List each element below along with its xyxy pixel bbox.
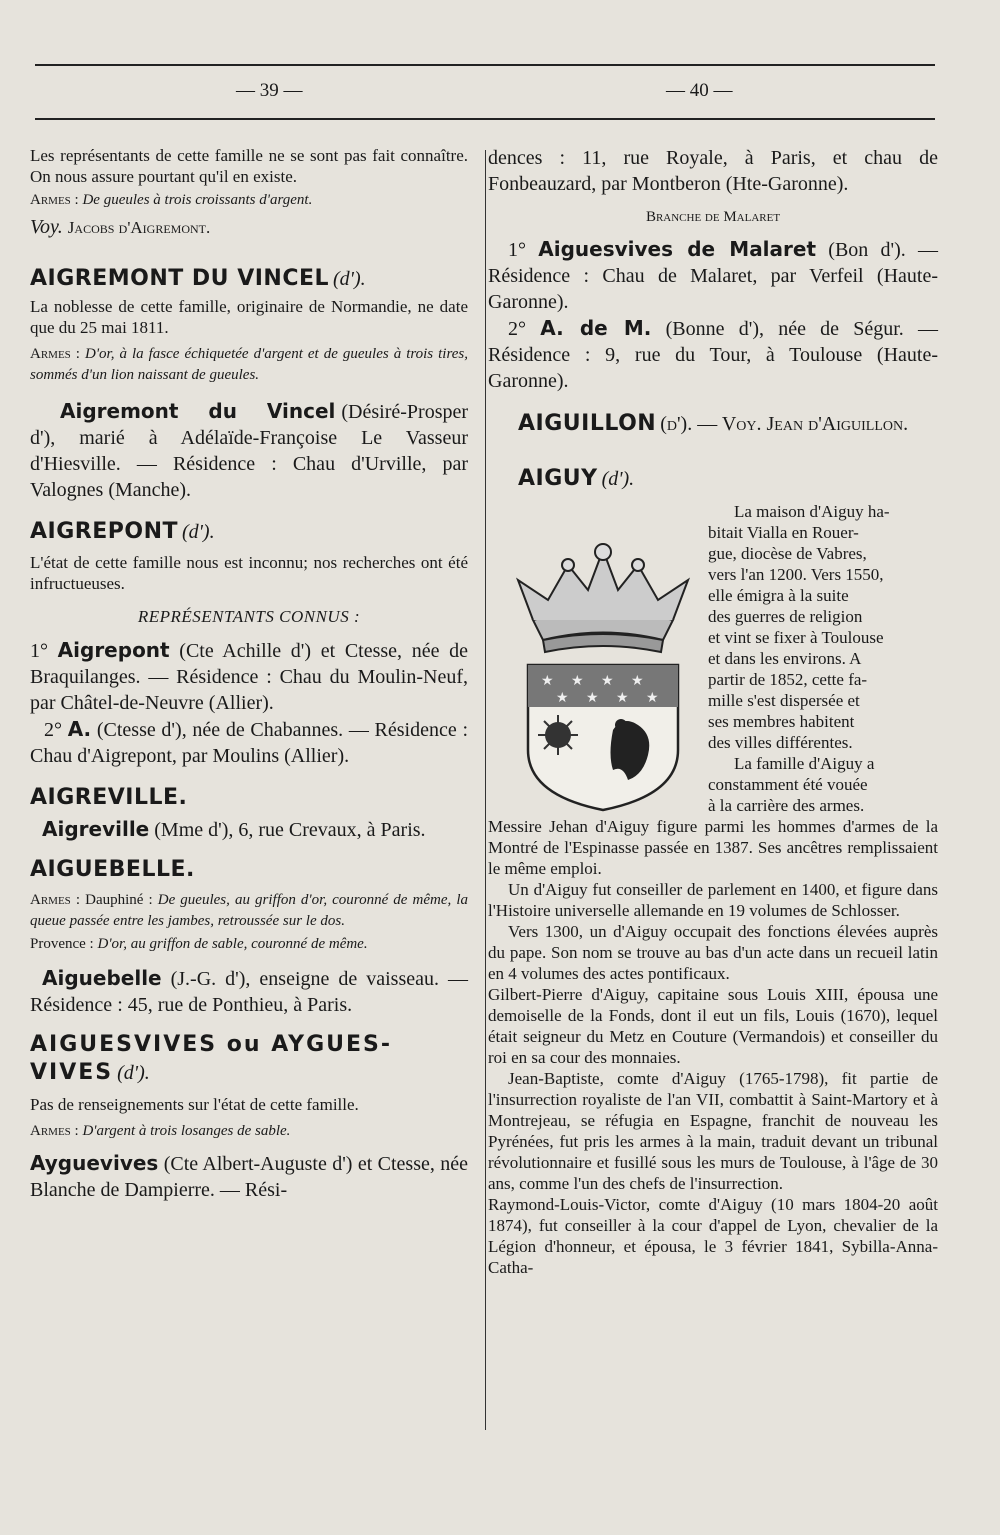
entry-heading <box>488 412 938 438</box>
entry-heading <box>30 266 468 291</box>
person-entry <box>30 816 468 843</box>
aiguy-text-line: mille s'est dispersée et <box>708 691 860 710</box>
arms-entry <box>30 1121 468 1142</box>
aiguy-text-line: La maison d'Aiguy ha- <box>734 502 890 521</box>
arms-text: De gueules, au griffon d'or, couronné de même, la queue passée entre les jambes, retroussée sur le dos. <box>30 892 469 929</box>
arms-label: Armes : <box>30 892 81 908</box>
entry-heading <box>30 785 468 810</box>
aiguy-text-line: partir de 1852, cette fa- <box>708 670 868 689</box>
person-details: (Cte Albert-Auguste d') et Ctesse, née Blanche de Dampierre. — Rési- <box>30 1153 468 1201</box>
person-details: (J.-G. d'), enseigne de vaisseau. — Résidence : 45, rue de Ponthieu, à Paris. <box>30 968 468 1016</box>
svg-text:★: ★ <box>571 673 584 689</box>
aiguy-text-line: constamment été vouée <box>708 775 868 794</box>
aiguy-text-line: des guerres de religion <box>708 607 863 626</box>
person-name: Aigreville <box>42 817 150 841</box>
coat-of-arms-icon <box>513 540 693 815</box>
entry-heading <box>30 519 468 544</box>
heading-suffix: (d'). <box>333 268 366 290</box>
person-entry <box>30 716 468 769</box>
heading-title: AIGUESVIVES ou AYGUES-VIVES <box>30 1032 392 1085</box>
entry-number: 2° <box>508 318 526 340</box>
person-details: (Bonne d'), née de Ségur. — Résidence : 9, rue du Tour, à Toulouse (Haute-Garonne). <box>488 318 939 392</box>
person-name: Aigrepont <box>57 638 170 662</box>
branch-label: Branche de Malaret <box>645 209 781 225</box>
paragraph: Pas de renseignements sur l'état de cette famille. <box>30 1095 359 1114</box>
page-number-right: — 40 — <box>666 80 733 101</box>
person-entry <box>30 1150 468 1203</box>
person-entry <box>30 965 468 1018</box>
aiguy-text-line: La famille d'Aiguy a <box>734 754 875 773</box>
person-entry <box>30 398 468 503</box>
entry-number: 2° <box>44 719 62 741</box>
person-entry <box>488 315 938 394</box>
heading-suffix: (d'). <box>181 521 215 543</box>
paragraph: Jean-Baptiste, comte d'Aiguy (1765-1798), fit partie de l'insurrection royaliste de l'an VII, combattit à Saint-Martory et à Montrejeau, se réfugia en Espagne, franchit de nouveau les Pyrénées, fut pris les armes à la main, traduit devant un tribunal révolutionnaire et fusillé sous les murs de Toulouse, à l'âge de 30 ans, comme l'un des chefs de l'insurrection. <box>488 1069 938 1193</box>
heading-title: AIGREMONT DU VINCEL <box>30 266 330 291</box>
arms-entry <box>30 190 468 211</box>
person-name: A. <box>67 717 92 741</box>
paragraph: Messire Jehan d'Aiguy figure parmi les hommes d'armes de la Montré de l'Espinasse passée en 1387. Ses ancêtres remplissaient le même emploi. <box>488 817 938 878</box>
paragraph: Les représentants de cette famille ne se sont pas fait connaître. On nous assure pourtant qu'il en existe. <box>30 146 468 186</box>
arms-region: Provence : <box>30 936 94 952</box>
person-details: (Bon d'). — Résidence : Chau de Malaret, par Verfeil (Haute-Garonne). <box>488 239 939 313</box>
person-details: (Cte Achille d') et Ctesse, née de Braquilanges. — Résidence : Chau du Moulin-Neuf, par Châtel-de-Neuvre (Allier). <box>30 640 469 714</box>
person-entry <box>488 236 938 315</box>
arms-entry <box>30 934 468 955</box>
top-rule <box>35 64 935 66</box>
person-details: (Mme d'), 6, rue Crevaux, à Paris. <box>154 819 426 841</box>
entry-number: 1° <box>508 239 526 261</box>
section-label: REPRÉSENTANTS CONNUS : <box>137 607 361 626</box>
svg-text:★: ★ <box>616 690 629 706</box>
aiguy-text-line: vers l'an 1200. Vers 1550, <box>708 565 884 584</box>
svg-text:★: ★ <box>541 673 554 689</box>
header-rule <box>35 118 935 120</box>
voy-text: Jacobs d'Aigremont. <box>67 218 211 237</box>
heading-title: AIGREVILLE. <box>30 785 188 810</box>
arms-label: Armes : <box>30 192 79 208</box>
arms-region: Dauphiné : <box>85 892 153 908</box>
person-details: (Désiré-Prosper d'), marié à Adélaïde-Françoise Le Vasseur d'Hiesville. — Résidence : Chau d'Urville, par Valognes (Manche). <box>30 401 469 501</box>
see-also <box>30 215 468 240</box>
aiguy-text-line: elle émigra à la suite <box>708 586 849 605</box>
aiguy-text-line: et dans les environs. A <box>708 649 862 668</box>
paragraph: Un d'Aiguy fut conseiller de parlement en 1400, et figure dans l'Histoire universelle allemande en 19 volumes de Schlosser. <box>488 880 938 920</box>
arms-text: D'or, au griffon de sable, couronné de même. <box>97 936 368 952</box>
svg-text:★: ★ <box>601 673 614 689</box>
left-column <box>30 145 468 1203</box>
person-name: Aiguesvives de Malaret <box>538 237 817 261</box>
paragraph: Gilbert-Pierre d'Aiguy, capitaine sous Louis XIII, épousa une demoiselle de la Fonds, dont il eut un fils, Louis (1670), lequel était seigneur du Metz en Couture (Vermandois) et conseiller du roi en sa cour des monnaies. <box>488 985 938 1067</box>
person-details: (Ctesse d'), née de Chabannes. — Résidence : Chau d'Aigrepont, par Moulins (Allier). <box>30 719 469 767</box>
person-name: Aigremont du Vincel <box>60 399 336 423</box>
heading-title: AIGUEBELLE. <box>30 857 195 882</box>
person-name: A. de M. <box>540 316 652 340</box>
heading-title: AIGUY <box>518 466 598 491</box>
arms-text: D'argent à trois losanges de sable. <box>82 1123 291 1139</box>
svg-text:★: ★ <box>646 690 659 706</box>
arms-label: Armes : <box>30 346 80 362</box>
person-name: Ayguevives <box>30 1151 159 1175</box>
voy-label: Voy. <box>30 216 63 238</box>
entry-heading <box>488 466 938 491</box>
entry-number: 1° <box>30 640 48 662</box>
arms-entry <box>30 890 468 932</box>
paragraph: Vers 1300, un d'Aiguy occupait des fonctions élevées auprès du pape. Son nom se trouve au bas d'un acte dans un recueil latin en 4 volumes des actes pontificaux. <box>488 922 938 983</box>
svg-text:★: ★ <box>631 673 644 689</box>
paragraph: La noblesse de cette famille, originaire de Normandie, ne date que du 25 mai 1811. <box>30 297 468 337</box>
heading-suffix: (d'). — Voy. Jean d'Aiguillon. <box>660 413 909 435</box>
aiguy-text-line: gue, diocèse de Vabres, <box>708 544 867 563</box>
column-divider <box>485 150 486 1430</box>
aiguy-text-line: des villes différentes. <box>708 733 853 752</box>
arms-text: D'or, à la fasce échiquetée d'argent et de gueules à trois tires, sommés d'un lion naissant de gueules. <box>30 346 469 383</box>
entry-heading <box>30 1032 468 1088</box>
paragraph: L'état de cette famille nous est inconnu; nos recherches ont été infructueuses. <box>30 553 468 593</box>
aiguy-text-line: ses membres habitent <box>708 712 855 731</box>
paragraph: Raymond-Louis-Victor, comte d'Aiguy (10 mars 1804-20 août 1874), fut conseiller à la cour d'appel de Lyon, chevalier de la Légion d'honneur, et épousa, le 3 février 1841, Sybilla-Anna-Catha- <box>488 1195 938 1277</box>
svg-text:★: ★ <box>556 690 569 706</box>
aiguy-text-line: à la carrière des armes. <box>708 796 865 815</box>
aiguy-wrap-text <box>708 501 938 816</box>
arms-text: De gueules à trois croissants d'argent. <box>82 192 313 208</box>
heading-suffix: (d'). <box>601 468 635 490</box>
person-entry <box>30 637 468 716</box>
heading-title: AIGUILLON <box>518 411 657 436</box>
svg-text:★: ★ <box>586 690 599 706</box>
aiguy-text-line: bitait Vialla en Rouer- <box>708 523 859 542</box>
aiguy-text-line: et vint se fixer à Toulouse <box>708 628 884 647</box>
person-name: Aiguebelle <box>42 966 162 990</box>
arms-entry <box>30 344 468 386</box>
page-number-left: — 39 — <box>236 80 303 101</box>
paragraph: dences : 11, rue Royale, à Paris, et chau de Fonbeauzard, par Montberon (Hte-Garonne). <box>488 147 938 195</box>
heading-title: AIGREPONT <box>30 519 178 544</box>
entry-heading <box>30 857 468 882</box>
arms-label: Armes : <box>30 1123 79 1139</box>
heading-suffix: (d'). <box>117 1062 150 1084</box>
